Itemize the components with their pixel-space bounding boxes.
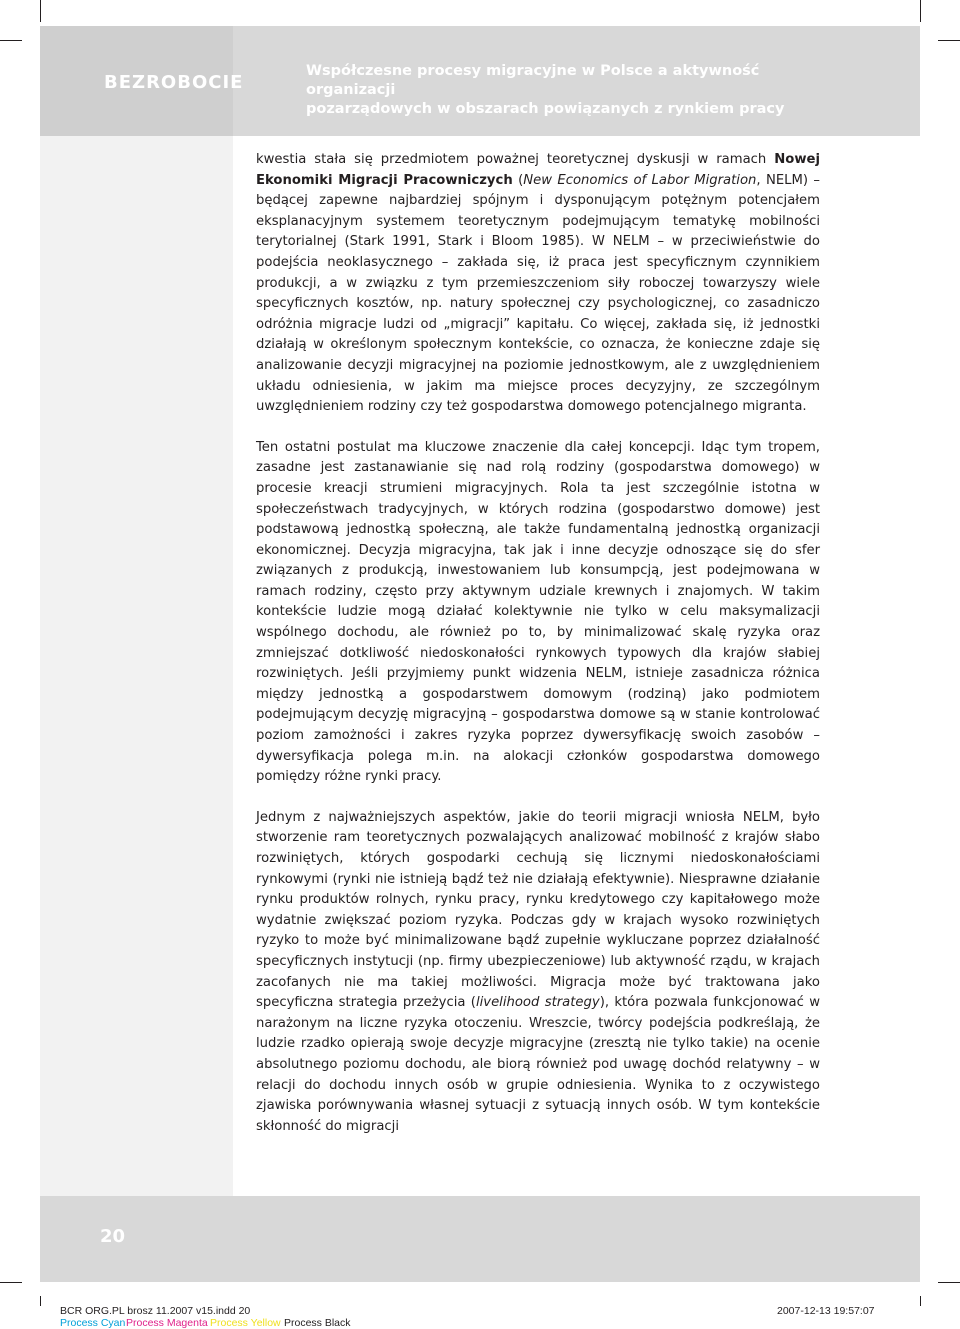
text-run: ), która pozwala funkcjonować w narażonym na liczne ryzyka otoczeniu. Wreszcie, twórcy podejścia podkreślają, że ludzie rzadko opierają swoje decyzje migracyjne (zresztą nie tylko takie) na ocenie absolutnego poziomu dochodu, ale biorą również pod uwagę dochód relatywny – w relacji do dochodu innych osób w grupie odniesienia. Wynika to z oczywistego zjawiska porównywania własnej sytuacji z sytuacją innych osób. W tym kontekście skłonność do migracji bbox=[256, 995, 820, 1134]
section-label: BEZROBOCIE bbox=[104, 72, 244, 93]
paragraph bbox=[256, 150, 820, 418]
plate-label: Process Magenta bbox=[126, 1317, 208, 1329]
side-margin-band bbox=[40, 136, 233, 1196]
running-header-title bbox=[306, 62, 836, 119]
body-text bbox=[256, 150, 820, 1137]
slug-date-info: 2007-12-13 19:57:07 bbox=[777, 1305, 875, 1317]
crop-mark-top-left-h bbox=[0, 40, 22, 41]
plate-label: Process Black bbox=[284, 1317, 351, 1329]
running-header-line-1: Współczesne procesy migracyjne w Polsce a aktywność organizacji bbox=[306, 63, 760, 98]
crop-mark-bottom-right-h bbox=[938, 1282, 960, 1283]
text-run: Ten ostatni postulat ma kluczowe znaczenie dla całej koncepcji. Idąc tym tropem, zasadne jest zastanawianie się nad rolą rodziny (gospodarstwa domowego) w procesie kreacji strumieni migracyjnych. Rola ta jest szczególnie istotna w społeczeństwach tradycyjnych, w których rodzina (gospodarstwo domowe) jest podstawową jednostką społeczną, ale także fundamentalną jednostką organizacji ekonomicznej. Decyzja migracyjna, tak jak i inne decyzje odnoszące się do sfer związanych z produkcją, inwestowaniem lub konsumpcją, jest podejmowana w ramach rodziny, często przy aktywnym udziale krewnych i znajomych. W takim kontekście ludzie mogą działać kolektywnie nie tylko w celu maksymalizacji wspólnego dochodu, ale również po to, by minimalizować skalę ryzyka oraz zmniejszać dotkliwość niedoskonałości rynkowych typowych dla krajów słabiej rozwiniętych. Jeśli przyjmiemy punkt widzenia NELM, istnieje zasadnicza różnica między jednostką a gospodarstwem domowym (rodziną) jako podmiotem podejmującym decyzję migracyjną – gospodarstwa domowe są w stanie kontrolować poziom zamożności i zakres ryzyka poprzez dywersyfikację swoich zasobów – dywersyfikacja polega m.in. na alokacji członków gospodarstwa domowego pomiędzy różne rynki pracy. bbox=[256, 439, 820, 785]
paragraph bbox=[256, 808, 820, 1138]
crop-mark-top-right-v bbox=[920, 0, 921, 22]
text-run: ( bbox=[512, 172, 524, 188]
crop-mark-top-left-v bbox=[40, 0, 41, 22]
crop-mark-bottom-right-v bbox=[920, 1296, 921, 1306]
paragraph bbox=[256, 438, 820, 788]
text-run: livelihood strategy bbox=[475, 995, 600, 1011]
footer-band bbox=[40, 1196, 920, 1282]
text-run: , NELM) – będącej zapewne najbardziej spójnym i dysponującym potężnym potencjałem eksplanacyjnym systemem teoretycznym podejmującym tematykę mobilności terytorialnej (Stark 1991, Stark i Bloom 1985). W NELM – w przeciwieństwie do podejścia neoklasycznego – zakłada się, iż praca jest specyficznym czynnikiem produkcji, a w związku z tym przemieszczeniom siły roboczej towarzyszy wiele specyficznych kosztów, np. natury społecznej czy psychologicznej, co zasadniczo odróżnia migracje ludzi od „migracji” kapitału. Co więcej, zakłada się, iż jednostki działają w określonym społecznym kontekście, co oznacza, że konieczne zdaje się analizowanie decyzji migracyjnej na poziomie jednostkowym, ale z uwzględnieniem układu odniesienia, w jakim ma miejsce proces decyzyjny, ze szczególnym uwzględnieniem rodziny czy też gospodarstwa domowego potencjalnego migranta. bbox=[256, 172, 821, 415]
plate-label: Process Yellow bbox=[210, 1317, 281, 1329]
text-run: Jednym z najważniejszych aspektów, jakie do teorii migracji wniosła NELM, było stworzenie ram teoretycznych pozwalających analizować mobilność z krajów słabo rozwiniętych, których gospodarki cechują się licznymi niedoskonałościami rynkowymi (rynki nie istnieją bądź też nie działają efektywnie). Niesprawne działanie rynku produktów rolnych, rynku pracy, rynku kredytowego czy kapitałowego może wydatnie zwiększać poziom ryzyka. Podczas gdy w krajach wysoko rozwiniętych ryzyko to może być minimalizowane bądź zupełnie wykluczane poprzez działalność specyficznych instytucji (np. firmy ubezpieczeniowe) lub aktywność rządu, w krajach zacofanych nie ma takiej możliwości. Migracja może być traktowana jako specyficzna strategia przeżycia ( bbox=[256, 809, 820, 1011]
crop-mark-bottom-left-h bbox=[0, 1282, 22, 1283]
page-number: 20 bbox=[100, 1226, 126, 1247]
plate-label: Process Cyan bbox=[60, 1317, 126, 1329]
text-run: New Economics of Labor Migration bbox=[523, 172, 757, 188]
crop-mark-bottom-left-v bbox=[40, 1296, 41, 1306]
text-run: Nowej Ekonomiki Migracji Pracowniczych bbox=[256, 152, 820, 188]
crop-mark-top-right-h bbox=[938, 40, 960, 41]
running-header-line-2: pozarządowych w obszarach powiązanych z rynkiem pracy bbox=[306, 101, 785, 117]
slug-file-info: BCR ORG.PL brosz 11.2007 v15.indd 20 bbox=[60, 1305, 251, 1317]
text-run: kwestia stała się przedmiotem poważnej teoretycznej dyskusji w ramach bbox=[256, 152, 775, 167]
